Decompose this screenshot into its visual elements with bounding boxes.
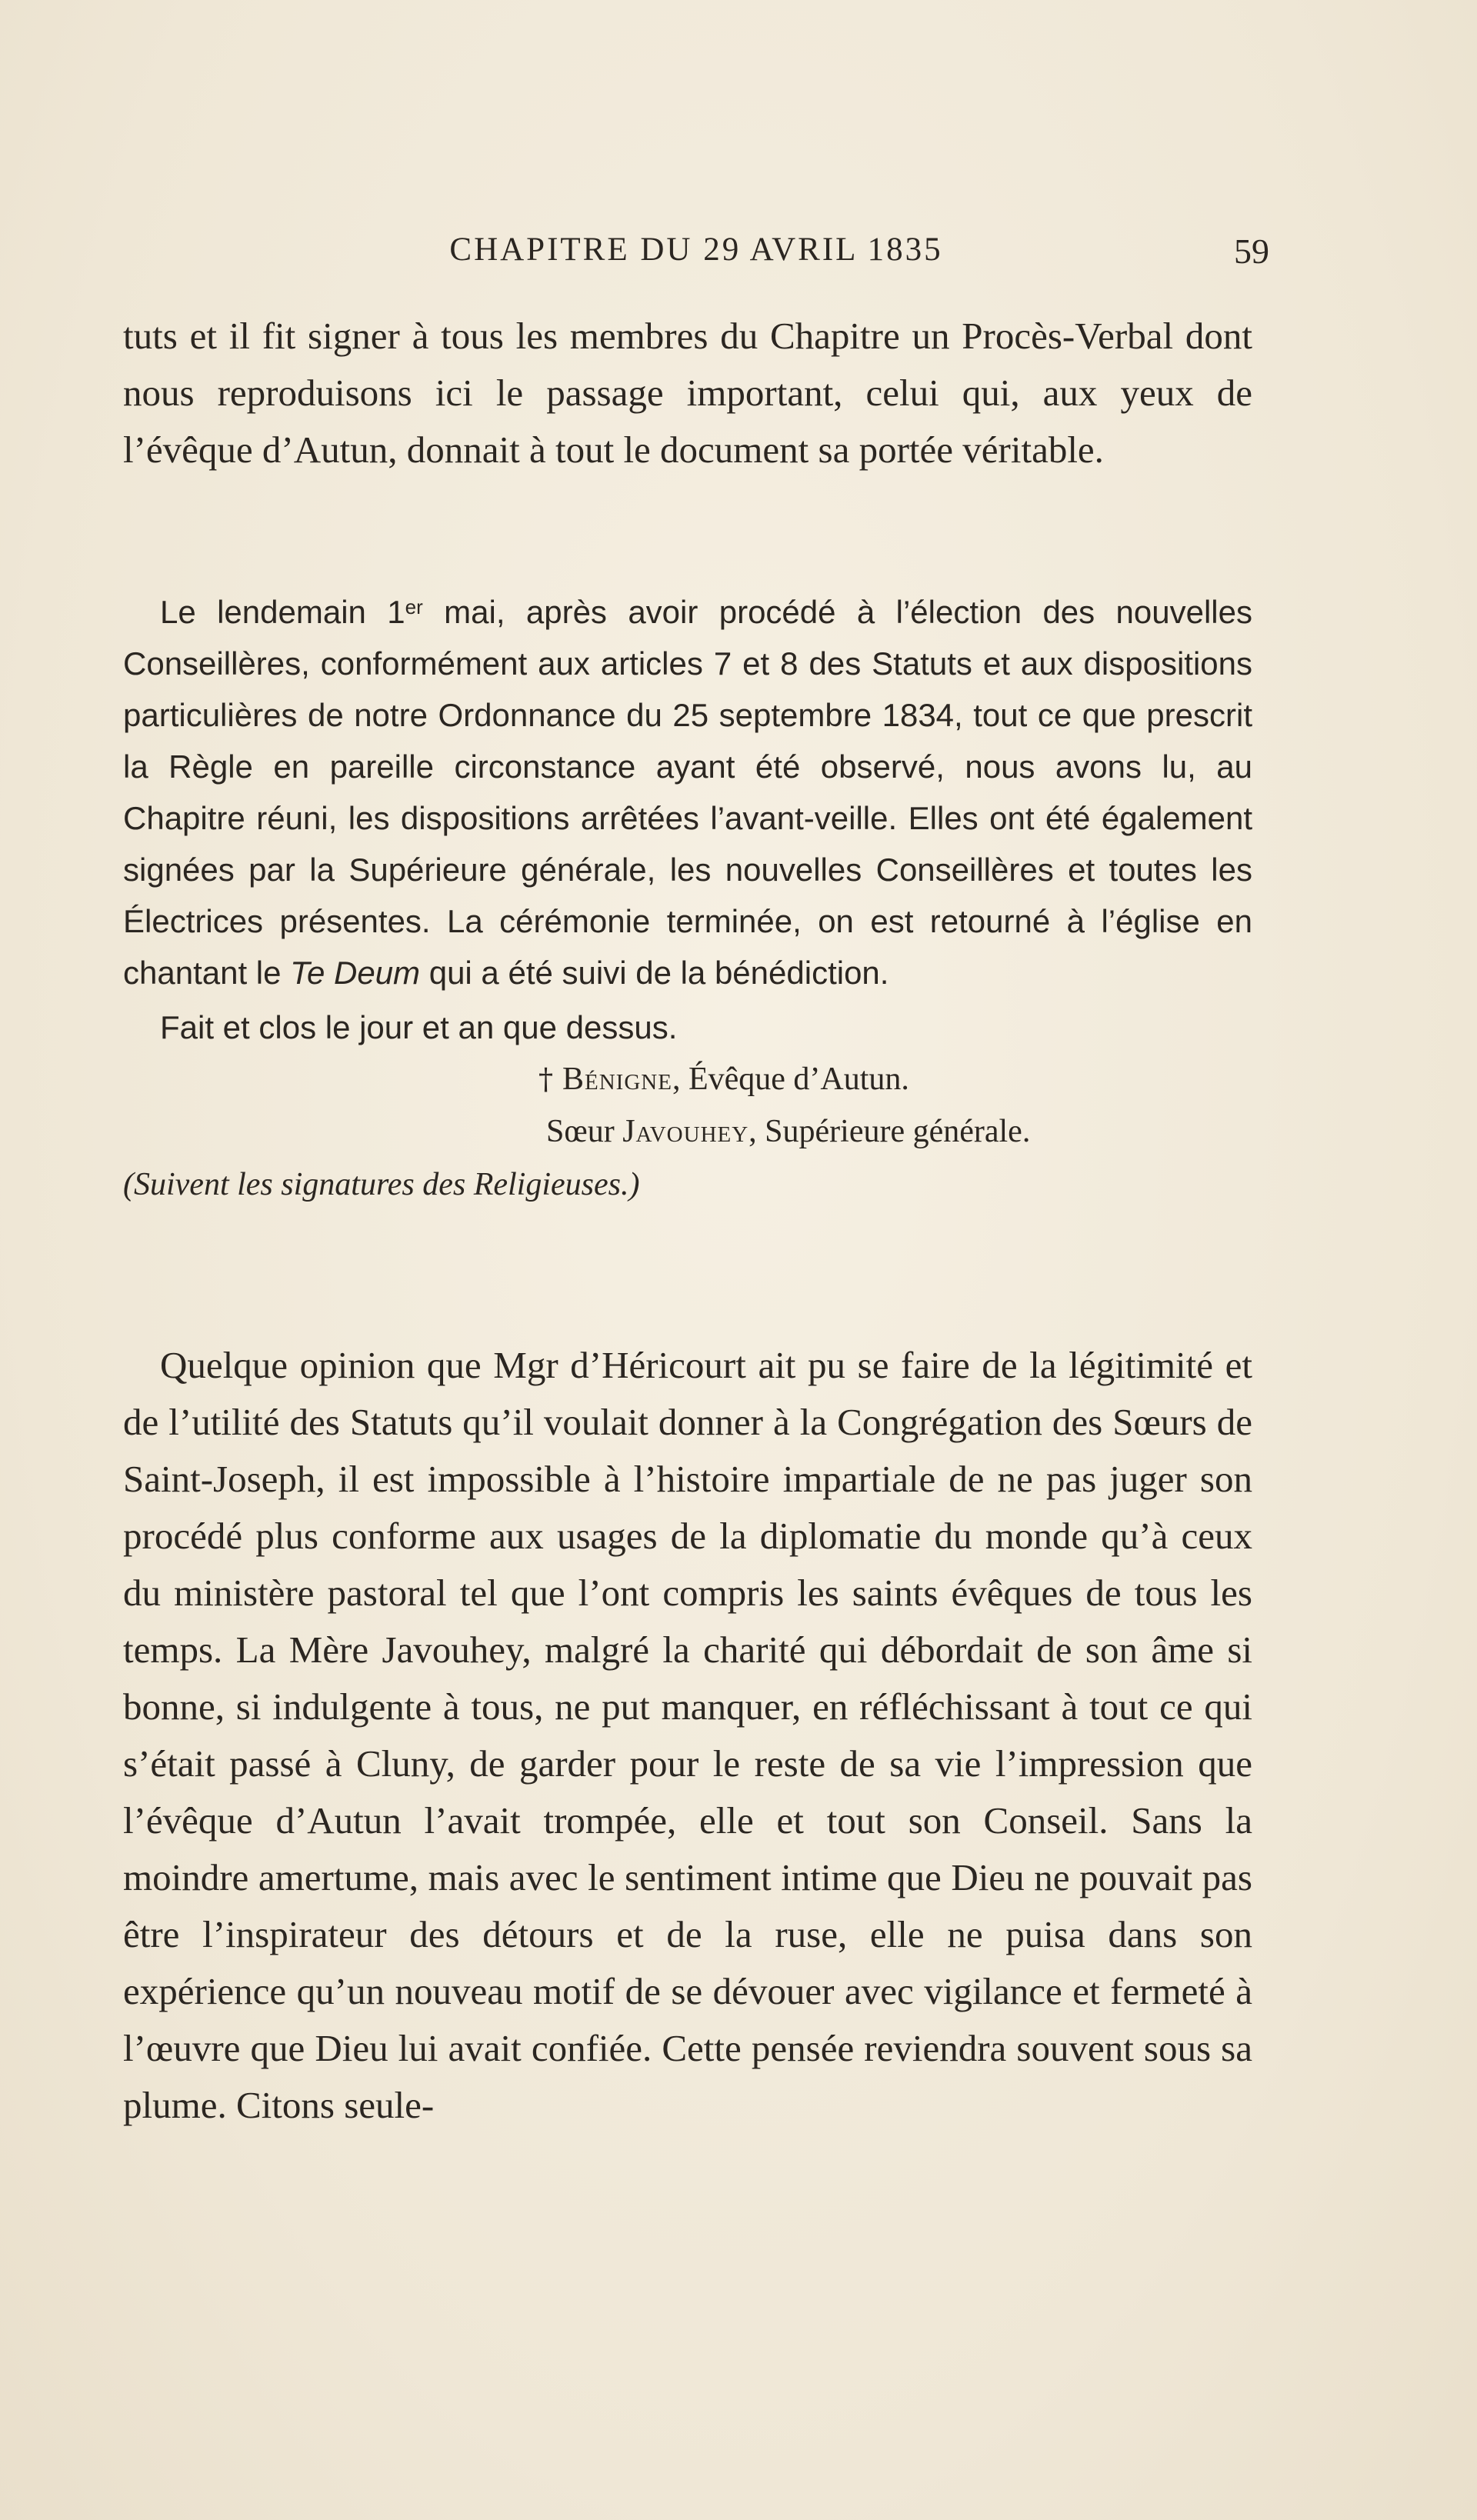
paragraph-continued — [123, 308, 1252, 478]
superior-prefix: Sœur — [546, 1114, 623, 1149]
signature-superior — [123, 1105, 1252, 1158]
proces-verbal-quote — [123, 586, 1252, 1212]
signatures-note: (Suivent les signatures des Religieuses.) — [123, 1167, 640, 1202]
te-deum-title: Te Deum — [290, 955, 421, 991]
page-number: 59 — [1234, 232, 1269, 271]
bishop-title: , Évêque d’Autun. — [672, 1062, 909, 1097]
bishop-name: Bénigne — [562, 1062, 672, 1097]
quote-text-middle: mai, après avoir procédé à l’élection des nouvelles Conseillères, conformément aux articles 7 et 8 des Statuts et aux dispositions particulières de notre Ordonnance du 25 septembre 1834, tout ce que prescrit la Règle en pareille circonstance ayant été observé, nous avons lu, au Chapitre réuni, les dispositions arrêtées l’avant-veille. Elles ont été également signées par la Supérieure générale, les nouvelles Conseillères et toutes les Électrices présentes. La cérémonie terminée, on est retourné à l’église en chantant le — [123, 594, 1252, 991]
cross-icon: † — [538, 1062, 553, 1096]
running-title: CHAPITRE DU 29 AVRIL 1835 — [449, 232, 943, 268]
paragraph-main — [123, 1337, 1252, 2134]
superior-name: Javouhey — [622, 1114, 749, 1149]
running-head — [123, 231, 1269, 300]
superior-title: , Supérieure générale. — [749, 1114, 1031, 1149]
signatures — [123, 1053, 1252, 1158]
ordinal-superscript: er — [405, 595, 423, 618]
paragraph-text: tuts et il fit signer à tous les membres du Chapitre un Procès-Verbal dont nous reproduisons ici le passage important, celui qui, aux yeux de l’évêque d’Autun, donnait à tout le document sa portée véritable. — [123, 315, 1252, 471]
quote-paragraph — [123, 586, 1252, 998]
quote-text-start: Le lendemain 1 — [160, 594, 405, 630]
closing-formula: Fait et clos le jour et an que dessus. — [160, 1009, 678, 1045]
paragraph-text: Quelque opinion que Mgr d’Héricourt ait pu se faire de la légitimité et de l’utilité des Statuts qu’il voulait donner à la Congrégation des Sœurs de Saint-Joseph, il est impossible à l’histoire impartiale de ne pas juger son procédé plus conforme aux usages de la diplomatie du monde qu’à ceux du ministère pastoral tel que l’ont compris les saints évêques de tous les temps. La Mère Javouhey, malgré la charité qui débordait de son âme si bonne, si indulgente à tous, ne put manquer, en réfléchissant à tout ce qui s’était passé à Cluny, de garder pour le reste de sa vie l’impression que l’évêque d’Autun l’avait trompée, elle et tout son Conseil. Sans la moindre amertume, mais avec le sentiment intime que Dieu ne pouvait pas être l’inspirateur des détours et de la ruse, elle ne puisa dans son expérience qu’un nouveau motif de se dévouer avec vigilance et fermeté à l’œuvre que Dieu lui avait confiée. Cette pensée reviendra souvent sous sa plume. Citons seule- — [123, 1344, 1252, 2126]
quote-text-end: qui a été suivi de la bénédiction. — [420, 955, 889, 991]
signature-bishop — [123, 1053, 1252, 1105]
